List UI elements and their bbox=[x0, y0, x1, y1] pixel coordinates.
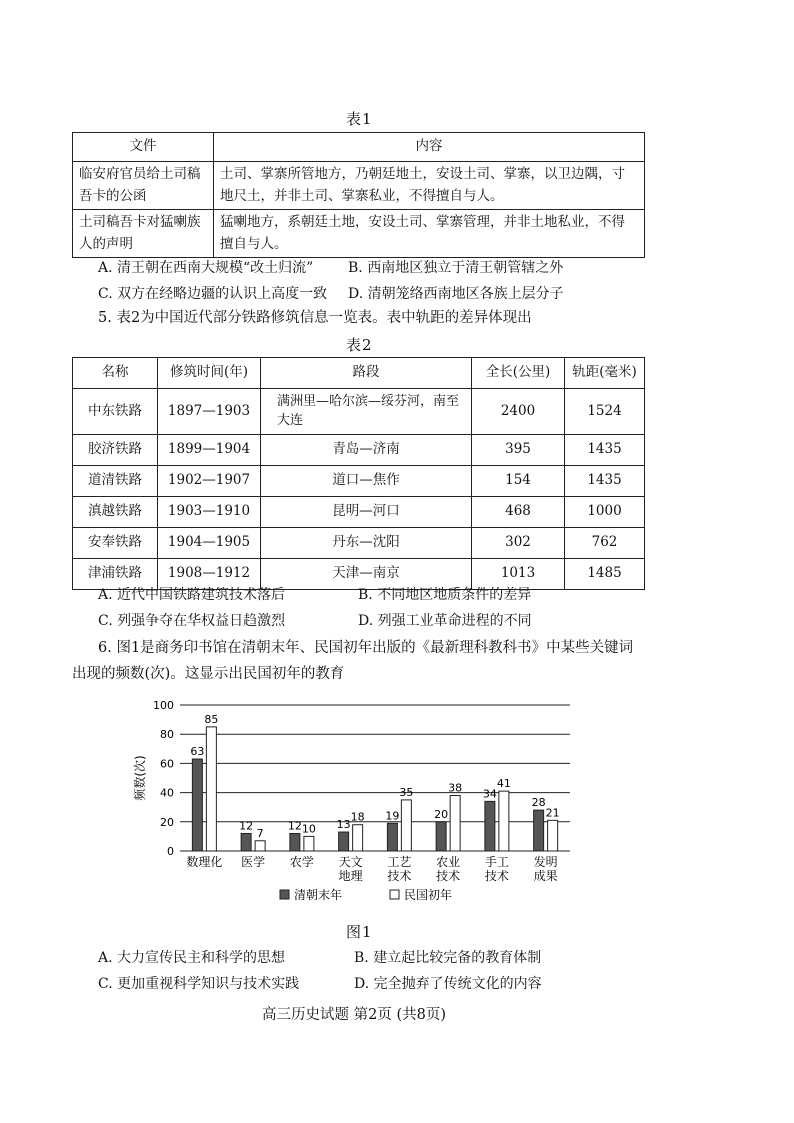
bar-qing bbox=[339, 832, 349, 851]
table-cell: 395 bbox=[472, 435, 565, 466]
q6-option-b: B. 建立起比较完备的教育体制 bbox=[354, 950, 542, 966]
table-cell: 昆明—河口 bbox=[261, 497, 472, 528]
q6-stem-line2: 出现的频数(次)。这显示出民国初年的教育 bbox=[72, 666, 345, 682]
table1-title: 表1 bbox=[346, 110, 373, 128]
table-cell: 1435 bbox=[565, 466, 645, 497]
data-label: 7 bbox=[256, 826, 264, 840]
table-row bbox=[73, 435, 645, 466]
x-tick-label: 成果 bbox=[533, 869, 558, 883]
bar-qing bbox=[436, 822, 446, 851]
x-tick-label: 医学 bbox=[241, 855, 266, 869]
table-cell: 1899—1904 bbox=[158, 435, 261, 466]
figure1-title: 图1 bbox=[346, 923, 373, 941]
table-cell: 468 bbox=[472, 497, 565, 528]
legend-label: 清朝末年 bbox=[294, 888, 343, 902]
table-cell: 丹东—沈阳 bbox=[261, 528, 472, 559]
table-cell: 154 bbox=[472, 466, 565, 497]
table-cell: 道清铁路 bbox=[73, 466, 158, 497]
table-cell: 1000 bbox=[565, 497, 645, 528]
bar-qing bbox=[290, 833, 300, 851]
y-tick-label: 20 bbox=[160, 815, 174, 829]
data-label: 28 bbox=[531, 796, 546, 810]
data-label: 34 bbox=[482, 787, 497, 801]
table-cell: 1908—1912 bbox=[158, 559, 261, 590]
table-row bbox=[73, 162, 645, 210]
table-header-row bbox=[73, 133, 645, 162]
y-tick-label: 60 bbox=[160, 757, 174, 771]
q5-option-a: A. 近代中国铁路建筑技术落后 bbox=[98, 587, 286, 603]
q4-option-c: C. 双方在经略边疆的认识上高度一致 bbox=[98, 286, 328, 302]
data-label: 41 bbox=[496, 777, 511, 791]
x-tick-label: 农业 bbox=[436, 855, 461, 869]
data-label: 13 bbox=[336, 818, 351, 832]
q5-option-b: B. 不同地区地质条件的差异 bbox=[358, 587, 532, 603]
x-tick-label: 农学 bbox=[289, 855, 314, 869]
data-label: 38 bbox=[448, 781, 463, 795]
table-cell: 道口—焦作 bbox=[261, 466, 472, 497]
x-tick-label: 数理化 bbox=[186, 855, 223, 869]
data-label: 19 bbox=[385, 809, 400, 823]
q5-option-c: C. 列强争夺在华权益日趋激烈 bbox=[98, 613, 286, 629]
page-footer: 高三历史试题 第2页 (共8页) bbox=[262, 1007, 446, 1023]
table-cell: 滇越铁路 bbox=[73, 497, 158, 528]
data-label: 12 bbox=[287, 819, 302, 833]
header-cell: 路段 bbox=[261, 358, 472, 389]
bar-minguo bbox=[255, 841, 265, 851]
y-tick-label: 100 bbox=[153, 699, 174, 712]
q5-option-d: D. 列强工业革命进程的不同 bbox=[358, 613, 532, 629]
q4-option-d: D. 清朝笼络西南地区各族上层分子 bbox=[348, 286, 564, 302]
x-tick-label: 技术 bbox=[436, 869, 461, 883]
table-cell: 1524 bbox=[565, 389, 645, 435]
header-cell: 名称 bbox=[73, 358, 158, 389]
header-cell: 文件 bbox=[73, 133, 214, 162]
table1 bbox=[72, 132, 645, 258]
table-cell: 1904—1905 bbox=[158, 528, 261, 559]
legend-swatch bbox=[390, 890, 399, 899]
table-cell: 临安府官员给土司稿吾卡的公函 bbox=[73, 162, 214, 210]
table-row bbox=[73, 466, 645, 497]
table-cell: 土司、掌寨所管地方，乃朝廷地土，安设土司、掌寨，以卫边隅，寸地尺土，并非土司、掌寨私业，不得擅自与人。 bbox=[214, 162, 645, 210]
y-tick-label: 0 bbox=[167, 845, 174, 858]
q6-stem-line1: 6. 图1是商务印书馆在清朝末年、民国初年出版的《最新理科教科书》中某些关键词 bbox=[98, 640, 634, 656]
q6-option-d: D. 完全抛弃了传统文化的内容 bbox=[354, 976, 542, 992]
table-cell: 302 bbox=[472, 528, 565, 559]
data-label: 35 bbox=[399, 785, 414, 799]
x-tick-label: 地理 bbox=[338, 869, 363, 883]
data-label: 20 bbox=[434, 807, 449, 821]
table-cell: 1013 bbox=[472, 559, 565, 590]
x-tick-label: 技术 bbox=[387, 869, 412, 883]
table-row bbox=[73, 497, 645, 528]
data-label: 21 bbox=[545, 806, 560, 820]
table-cell: 1903—1910 bbox=[158, 497, 261, 528]
header-cell: 内容 bbox=[214, 133, 645, 162]
bar-qing bbox=[485, 801, 495, 851]
bar-minguo bbox=[206, 727, 216, 851]
q4-option-a: A. 清王朝在西南大规模“改土归流” bbox=[98, 260, 314, 276]
data-label: 18 bbox=[350, 810, 365, 824]
table-cell: 胶济铁路 bbox=[73, 435, 158, 466]
y-tick-label: 80 bbox=[160, 728, 174, 742]
data-label: 85 bbox=[204, 712, 219, 726]
table-cell: 满洲里—哈尔滨—绥芬河，南至大连 bbox=[261, 389, 472, 435]
y-axis-label: 频数(次) bbox=[133, 755, 147, 801]
x-tick-label: 技术 bbox=[484, 869, 509, 883]
table-row bbox=[73, 210, 645, 258]
table-cell: 1897—1903 bbox=[158, 389, 261, 435]
table-cell: 安奉铁路 bbox=[73, 528, 158, 559]
data-label: 10 bbox=[301, 822, 316, 836]
header-cell: 修筑时间(年) bbox=[158, 358, 261, 389]
x-tick-label: 工艺 bbox=[387, 855, 412, 869]
q6-option-c: C. 更加重视科学知识与技术实践 bbox=[98, 976, 300, 992]
q5-stem: 5. 表2为中国近代部分铁路修筑信息一览表。表中轨距的差异体现出 bbox=[98, 310, 532, 326]
bar-qing bbox=[534, 810, 544, 851]
table-cell: 青岛—济南 bbox=[261, 435, 472, 466]
legend-swatch bbox=[280, 890, 289, 899]
table-cell: 津浦铁路 bbox=[73, 559, 158, 590]
bar-minguo bbox=[401, 800, 411, 851]
y-tick-label: 40 bbox=[160, 786, 174, 800]
x-tick-label: 天文 bbox=[338, 855, 363, 869]
bar-minguo bbox=[304, 836, 314, 851]
table-row bbox=[73, 528, 645, 559]
x-tick-label: 手工 bbox=[484, 855, 509, 869]
bar-minguo bbox=[450, 796, 460, 851]
header-cell: 轨距(毫米) bbox=[565, 358, 645, 389]
legend-label: 民国初年 bbox=[404, 888, 453, 902]
table-row bbox=[73, 389, 645, 435]
header-cell: 全长(公里) bbox=[472, 358, 565, 389]
table-cell: 1485 bbox=[565, 559, 645, 590]
bar-qing bbox=[241, 833, 251, 851]
table-cell: 中东铁路 bbox=[73, 389, 158, 435]
bar-minguo bbox=[548, 820, 558, 851]
x-tick-label: 发明 bbox=[533, 855, 558, 869]
table-header-row bbox=[73, 358, 645, 389]
table-cell: 猛喇地方，系朝廷土地，安设土司、掌寨管理，并非土地私业，不得擅自与人。 bbox=[214, 210, 645, 258]
q4-option-b: B. 西南地区独立于清王朝管辖之外 bbox=[348, 260, 564, 276]
table-cell: 天津—南京 bbox=[261, 559, 472, 590]
table-cell: 2400 bbox=[472, 389, 565, 435]
data-label: 63 bbox=[190, 745, 205, 759]
data-label: 12 bbox=[239, 819, 254, 833]
bar-minguo bbox=[353, 825, 363, 851]
table2 bbox=[72, 357, 645, 590]
table-cell: 土司稿吾卡对猛喇族人的声明 bbox=[73, 210, 214, 258]
figure1-bar-chart bbox=[120, 695, 590, 925]
table-cell: 762 bbox=[565, 528, 645, 559]
bar-minguo bbox=[499, 791, 509, 851]
table2-title: 表2 bbox=[346, 336, 373, 354]
q6-option-a: A. 大力宣传民主和科学的思想 bbox=[98, 950, 286, 966]
bar-qing bbox=[387, 823, 397, 851]
bar-qing bbox=[192, 759, 202, 851]
table-cell: 1435 bbox=[565, 435, 645, 466]
table-cell: 1902—1907 bbox=[158, 466, 261, 497]
